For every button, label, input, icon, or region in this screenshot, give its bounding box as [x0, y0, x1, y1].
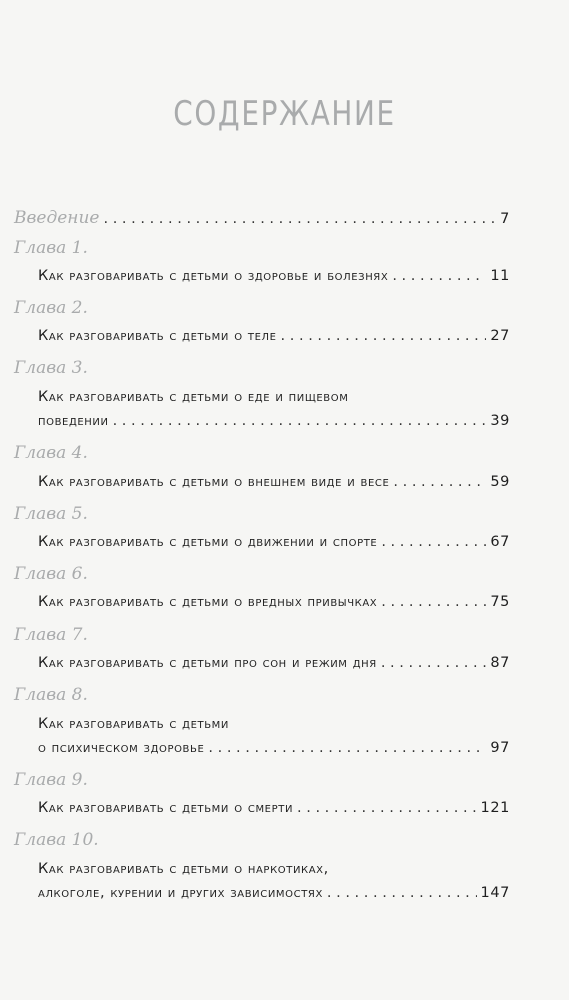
page-number: 27 [490, 328, 510, 344]
leader-dots [327, 885, 477, 901]
toc-entry [38, 655, 510, 671]
toc-entry [38, 328, 510, 344]
chapter-label: Глава 6. [14, 564, 88, 584]
leader-dots [281, 328, 487, 344]
chapter-title: Как разговаривать с детьми о теле [38, 328, 277, 344]
chapter-label: Глава 5. [14, 504, 88, 524]
page-number: 121 [480, 800, 510, 816]
leader-dots [393, 474, 486, 490]
chapter-title: Как разговаривать с детьми о движении и спорте [38, 534, 378, 550]
toc-entry [38, 740, 510, 756]
leader-dots [113, 413, 487, 429]
chapter-title-cont: алкоголе, курении и других зависимостях [38, 885, 323, 901]
leader-dots [297, 800, 476, 816]
chapter-title-cont: о психическом здоровье [38, 740, 205, 756]
leader-dots [381, 534, 486, 550]
page-title: СОДЕРЖАНИЕ [173, 94, 396, 134]
page-number: 75 [490, 594, 510, 610]
toc-entry [38, 474, 510, 490]
chapter-title: Как разговаривать с детьми о внешнем виде и весе [38, 474, 390, 490]
chapter-label: Глава 1. [14, 238, 88, 258]
page-number: 11 [490, 268, 510, 284]
toc-entry [38, 268, 510, 284]
chapter-label: Глава 8. [14, 685, 88, 705]
toc-entry [38, 413, 510, 429]
page-number: 39 [490, 413, 510, 429]
page-number: 7 [500, 211, 510, 227]
chapter-label: Глава 9. [14, 770, 88, 790]
chapter-label: Глава 7. [14, 625, 88, 645]
chapter-label: Глава 10. [14, 830, 99, 850]
chapter-title: Как разговаривать с детьми про сон и режим дня [38, 655, 377, 671]
chapter-title: Как разговаривать с детьми о вредных привычках [38, 594, 378, 610]
page-number: 147 [480, 885, 510, 901]
leader-dots [381, 594, 486, 610]
toc-entry [38, 885, 510, 901]
page-number: 59 [490, 474, 510, 490]
intro-label: Введение [14, 208, 100, 228]
chapter-title-cont: поведении [38, 413, 109, 429]
page-number: 87 [490, 655, 510, 671]
leader-dots [208, 740, 486, 756]
toc-entry [38, 800, 510, 816]
chapter-title: Как разговаривать с детьми о здоровье и болезнях [38, 268, 389, 284]
chapter-label: Глава 2. [14, 298, 88, 318]
chapter-title: Как разговаривать с детьми о наркотиках, [38, 861, 329, 877]
chapter-label: Глава 3. [14, 358, 88, 378]
chapter-title: Как разговаривать с детьми о еде и пищевом [38, 389, 349, 405]
page-number: 67 [490, 534, 510, 550]
leader-dots [381, 655, 487, 671]
page-number: 97 [490, 740, 510, 756]
toc-entry [38, 594, 510, 610]
toc-entry-intro [14, 208, 510, 228]
chapter-title: Как разговаривать с детьми [38, 716, 229, 732]
leader-dots [104, 211, 497, 227]
toc-entry [38, 534, 510, 550]
leader-dots [392, 268, 486, 284]
chapter-title: Как разговаривать с детьми о смерти [38, 800, 294, 816]
chapter-label: Глава 4. [14, 443, 88, 463]
